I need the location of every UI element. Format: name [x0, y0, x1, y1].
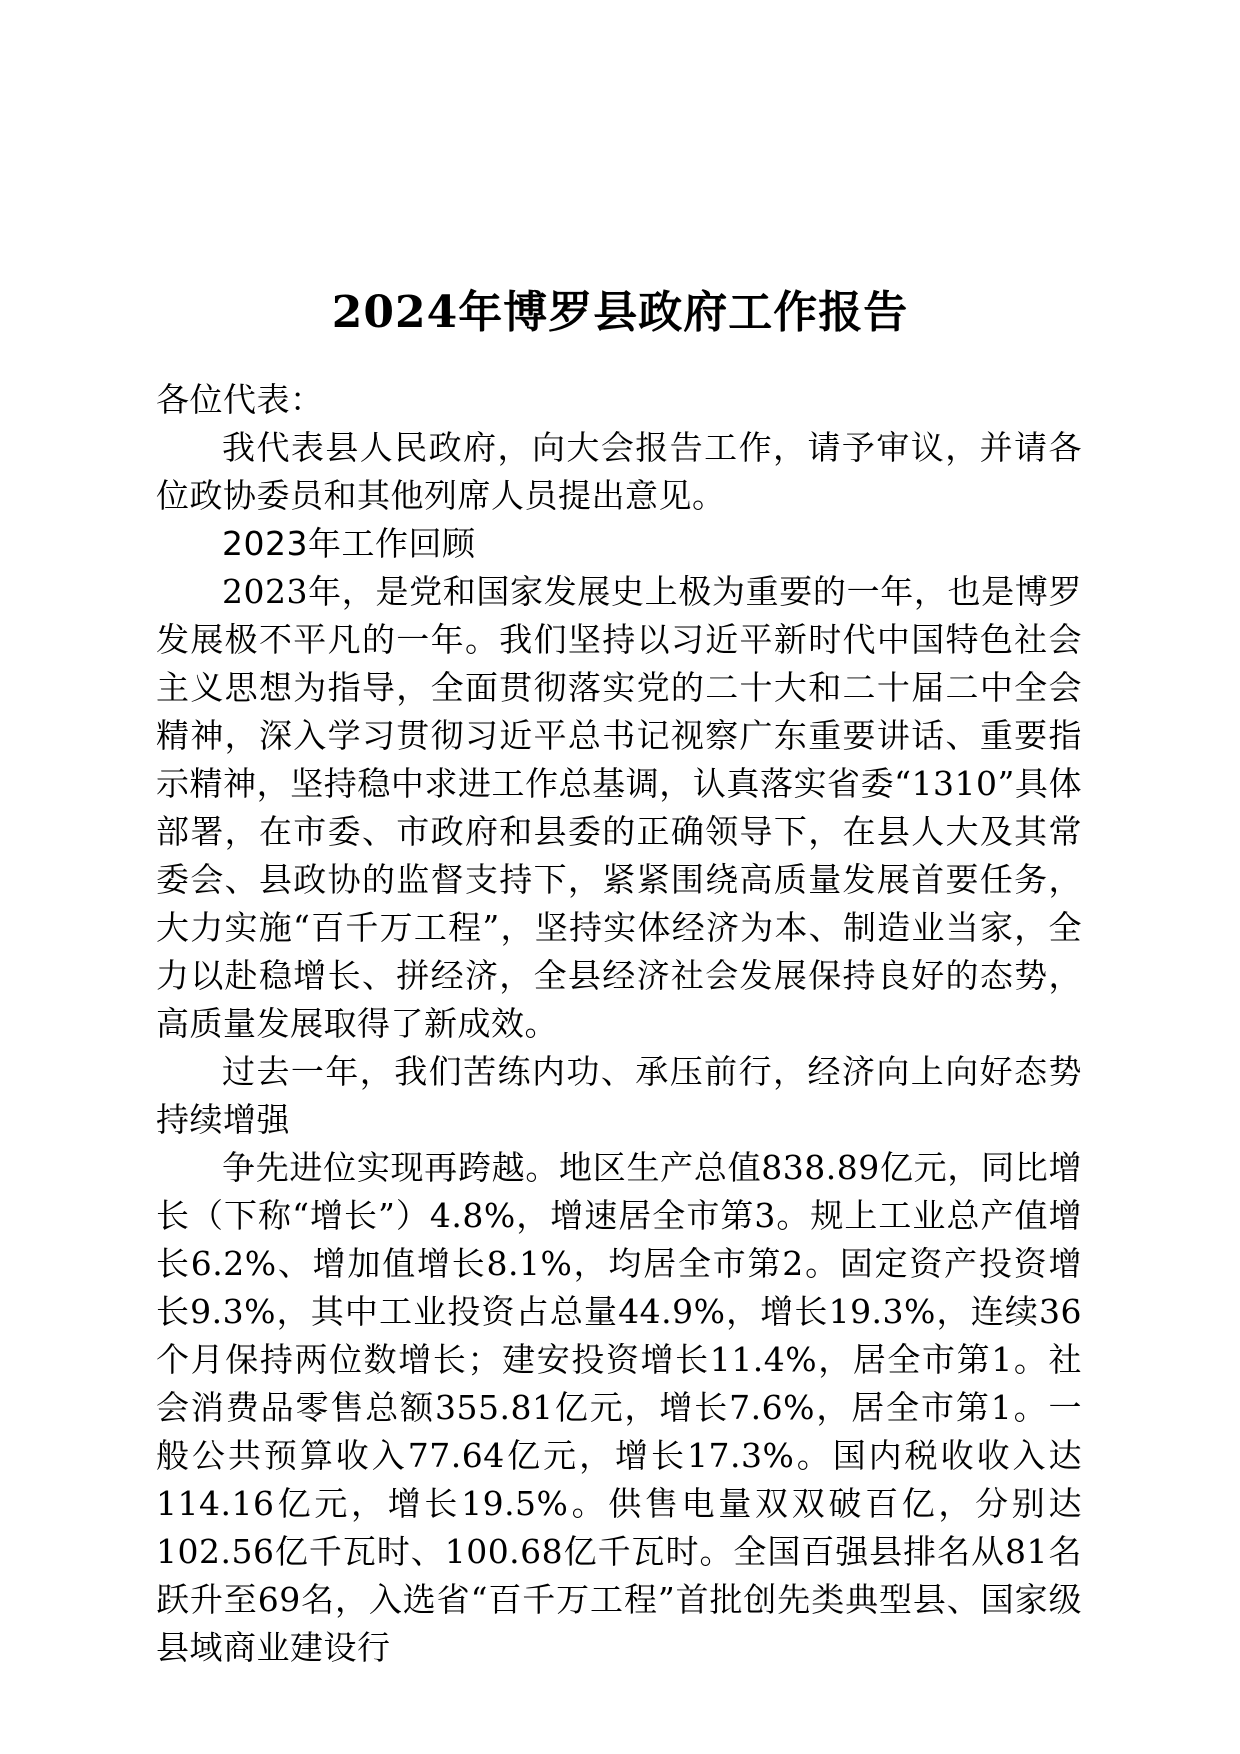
review-paragraph: 2023年，是党和国家发展史上极为重要的一年，也是博罗发展极不平凡的一年。我们坚持以习近平新时代中国特色社会主义思想为指导，全面贯彻落实党的二十大和二十届二中全会精神，深入学习贯彻习近平总书记视察广东重要讲话、重要指示精神，坚持稳中求进工作总基调，认真落实省委“1310”具体部署，在市委、市政府和县委的正确领导下，在县人大及其常委会、县政协的监督支持下，紧紧围绕高质量发展首要任务，大力实施“百千万工程”，坚持实体经济为本、制造业当家，全力以赴稳增长、拼经济，全县经济社会发展保持良好的态势，高质量发展取得了新成效。 [156, 572, 1082, 1043]
document-body [156, 376, 1082, 1672]
subsection-lead: 过去一年，我们苦练内功、承压前行，经济向上向好态势持续增强 [156, 1052, 1082, 1139]
salutation: 各位代表： [156, 380, 324, 419]
opening-paragraph: 我代表县人民政府，向大会报告工作，请予审议，并请各位政协委员和其他列席人员提出意见。 [156, 428, 1082, 515]
section-heading: 2023年工作回顾 [222, 524, 476, 563]
document-title: 2024年博罗县政府工作报告 [331, 287, 909, 339]
statistics-paragraph: 争先进位实现再跨越。地区生产总值838.89亿元，同比增长（下称“增长”）4.8%，增速居全市第3。规上工业总产值增长6.2%、增加值增长8.1%，均居全市第2。固定资产投资增长9.3%，其中工业投资占总量44.9%，增长19.3%，连续36个月保持两位数增长；建安投资增长11.4%，居全市第1。社会消费品零售总额355.81亿元，增长7.6%，居全市第1。一般公共预算收入77.64亿元，增长17.3%。国内税收收入达114.16亿元，增长19.5%。供售电量双双破百亿，分别达102.56亿千瓦时、100.68亿千瓦时。全国百强县排名从81名跃升至69名，入选省“百千万工程”首批创先类典型县、国家级县域商业建设行 [156, 1148, 1082, 1667]
